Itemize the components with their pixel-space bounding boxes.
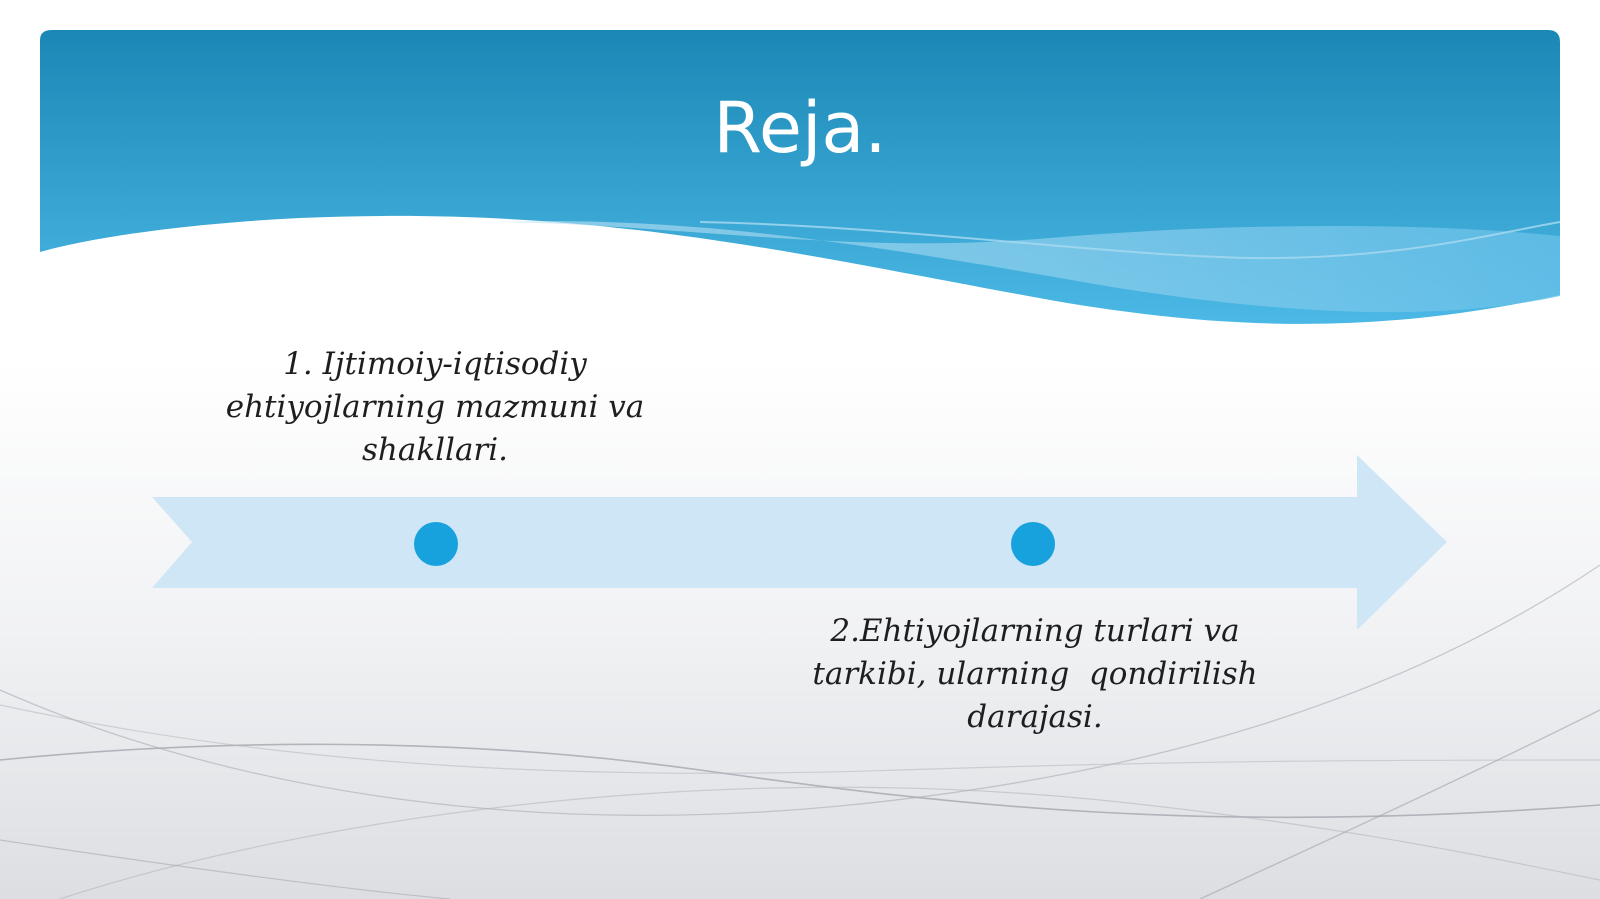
bottom-line-4 — [60, 787, 1600, 899]
bottom-line-1 — [0, 744, 1600, 817]
step-2-line-3: darajasi. — [967, 699, 1103, 735]
step-2-line-1: 2.Ehtiyojlarning turlari va — [830, 613, 1240, 649]
step-1-line-1: 1. Ijtimoiy-iqtisodiy — [283, 346, 587, 382]
step-2-line-2: tarkibi, ularning qondirilish — [812, 656, 1258, 692]
step-1-line-3: shakllari. — [361, 432, 509, 468]
timeline-dot-1 — [414, 522, 458, 566]
timeline-step-1-label — [190, 343, 680, 472]
step-1-line-2: ehtiyojlarning mazmuni va — [225, 389, 645, 425]
timeline-dot-2 — [1011, 522, 1055, 566]
bottom-line-6 — [0, 840, 450, 899]
timeline-step-2-label — [780, 610, 1290, 739]
slide-title: Reja. — [713, 87, 887, 169]
timeline-arrow — [152, 455, 1447, 630]
